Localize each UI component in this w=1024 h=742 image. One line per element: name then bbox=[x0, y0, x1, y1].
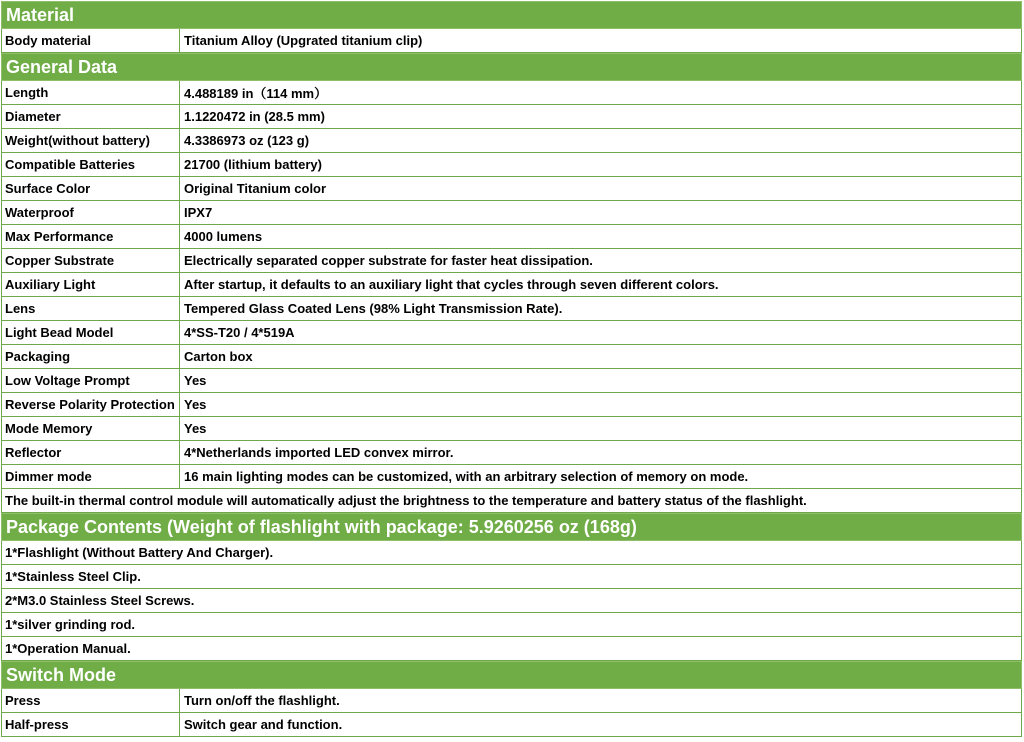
spec-value: 4*Netherlands imported LED convex mirror. bbox=[184, 445, 454, 460]
section-header-switch-mode: Switch Mode bbox=[1, 661, 1022, 689]
spec-value: 21700 (lithium battery) bbox=[184, 157, 322, 172]
spec-row-reverse-polarity-protection bbox=[1, 393, 1022, 417]
spec-row-auxiliary-light bbox=[1, 273, 1022, 297]
package-item bbox=[1, 613, 1022, 637]
spec-row-waterproof bbox=[1, 201, 1022, 225]
spec-row-surface-color bbox=[1, 177, 1022, 201]
spec-row-max-performance bbox=[1, 225, 1022, 249]
section-header-general-data: General Data bbox=[1, 53, 1022, 81]
spec-label: Light Bead Model bbox=[2, 321, 180, 344]
spec-label: Max Performance bbox=[2, 225, 180, 248]
spec-row-lens bbox=[1, 297, 1022, 321]
spec-value: 4*SS-T20 / 4*519A bbox=[184, 325, 295, 340]
spec-row-light-bead-model bbox=[1, 321, 1022, 345]
spec-label: Diameter bbox=[2, 105, 180, 128]
note-text: The built-in thermal control module will automatically adjust the brightness to the temperature and battery status of the flashlight. bbox=[5, 493, 807, 508]
spec-label: Length bbox=[2, 81, 180, 104]
package-item-text: 1*Operation Manual. bbox=[5, 641, 131, 656]
spec-label: Reverse Polarity Protection bbox=[2, 393, 180, 416]
switch-value: Switch gear and function. bbox=[184, 717, 343, 732]
spec-value: Electrically separated copper substrate for faster heat dissipation. bbox=[184, 253, 593, 268]
thermal-control-note bbox=[1, 489, 1022, 513]
spec-label: Reflector bbox=[2, 441, 180, 464]
switch-label: Press bbox=[2, 689, 180, 712]
spec-value: 1.1220472 in (28.5 mm) bbox=[184, 109, 325, 124]
package-item bbox=[1, 589, 1022, 613]
spec-row-copper-substrate bbox=[1, 249, 1022, 273]
spec-row-reflector bbox=[1, 441, 1022, 465]
package-item-text: 2*M3.0 Stainless Steel Screws. bbox=[5, 593, 195, 608]
spec-row-dimmer-mode bbox=[1, 465, 1022, 489]
spec-value: After startup, it defaults to an auxiliary light that cycles through seven different colors. bbox=[184, 277, 719, 292]
spec-label: Lens bbox=[2, 297, 180, 320]
spec-row-packaging bbox=[1, 345, 1022, 369]
spec-row-weight bbox=[1, 129, 1022, 153]
switch-label: Half-press bbox=[2, 713, 180, 736]
spec-label: Body material bbox=[2, 29, 180, 52]
spec-label: Mode Memory bbox=[2, 417, 180, 440]
package-item-text: 1*silver grinding rod. bbox=[5, 617, 136, 632]
spec-label: Packaging bbox=[2, 345, 180, 368]
package-item bbox=[1, 637, 1022, 661]
spec-label: Low Voltage Prompt bbox=[2, 369, 180, 392]
package-item-text: 1*Stainless Steel Clip. bbox=[5, 569, 141, 584]
spec-row-low-voltage-prompt bbox=[1, 369, 1022, 393]
spec-value: 16 main lighting modes can be customized, with an arbitrary selection of memory on mode. bbox=[184, 469, 749, 484]
spec-row-compatible-batteries bbox=[1, 153, 1022, 177]
package-item bbox=[1, 565, 1022, 589]
section-header-material: Material bbox=[1, 1, 1022, 29]
package-item-text: 1*Flashlight (Without Battery And Charger). bbox=[5, 545, 274, 560]
spec-label: Weight(without battery) bbox=[2, 129, 180, 152]
spec-row-length bbox=[1, 81, 1022, 105]
spec-label: Auxiliary Light bbox=[2, 273, 180, 296]
spec-value: Yes bbox=[184, 421, 207, 436]
spec-value: Tempered Glass Coated Lens (98% Light Transmission Rate). bbox=[184, 301, 563, 316]
package-item bbox=[1, 541, 1022, 565]
spec-sheet bbox=[1, 1, 1022, 737]
switch-value: Turn on/off the flashlight. bbox=[184, 693, 340, 708]
spec-value: 4.488189 in（114 mm） bbox=[184, 86, 328, 101]
spec-value: Original Titanium color bbox=[184, 181, 327, 196]
switch-row-press bbox=[1, 689, 1022, 713]
spec-label: Waterproof bbox=[2, 201, 180, 224]
spec-row-mode-memory bbox=[1, 417, 1022, 441]
spec-value: Titanium Alloy (Upgrated titanium clip) bbox=[184, 33, 423, 48]
spec-value: 4000 lumens bbox=[184, 229, 263, 244]
spec-row-body-material bbox=[1, 29, 1022, 53]
spec-row-diameter bbox=[1, 105, 1022, 129]
spec-label: Copper Substrate bbox=[2, 249, 180, 272]
section-header-package-contents: Package Contents (Weight of flashlight with package: 5.9260256 oz (168g) bbox=[1, 513, 1022, 541]
spec-label: Surface Color bbox=[2, 177, 180, 200]
spec-value: Yes bbox=[184, 397, 207, 412]
switch-row-half-press bbox=[1, 713, 1022, 737]
spec-value: 4.3386973 oz (123 g) bbox=[184, 133, 310, 148]
spec-label: Dimmer mode bbox=[2, 465, 180, 488]
spec-label: Compatible Batteries bbox=[2, 153, 180, 176]
spec-value: IPX7 bbox=[184, 205, 213, 220]
spec-value: Yes bbox=[184, 373, 207, 388]
spec-value: Carton box bbox=[184, 349, 253, 364]
